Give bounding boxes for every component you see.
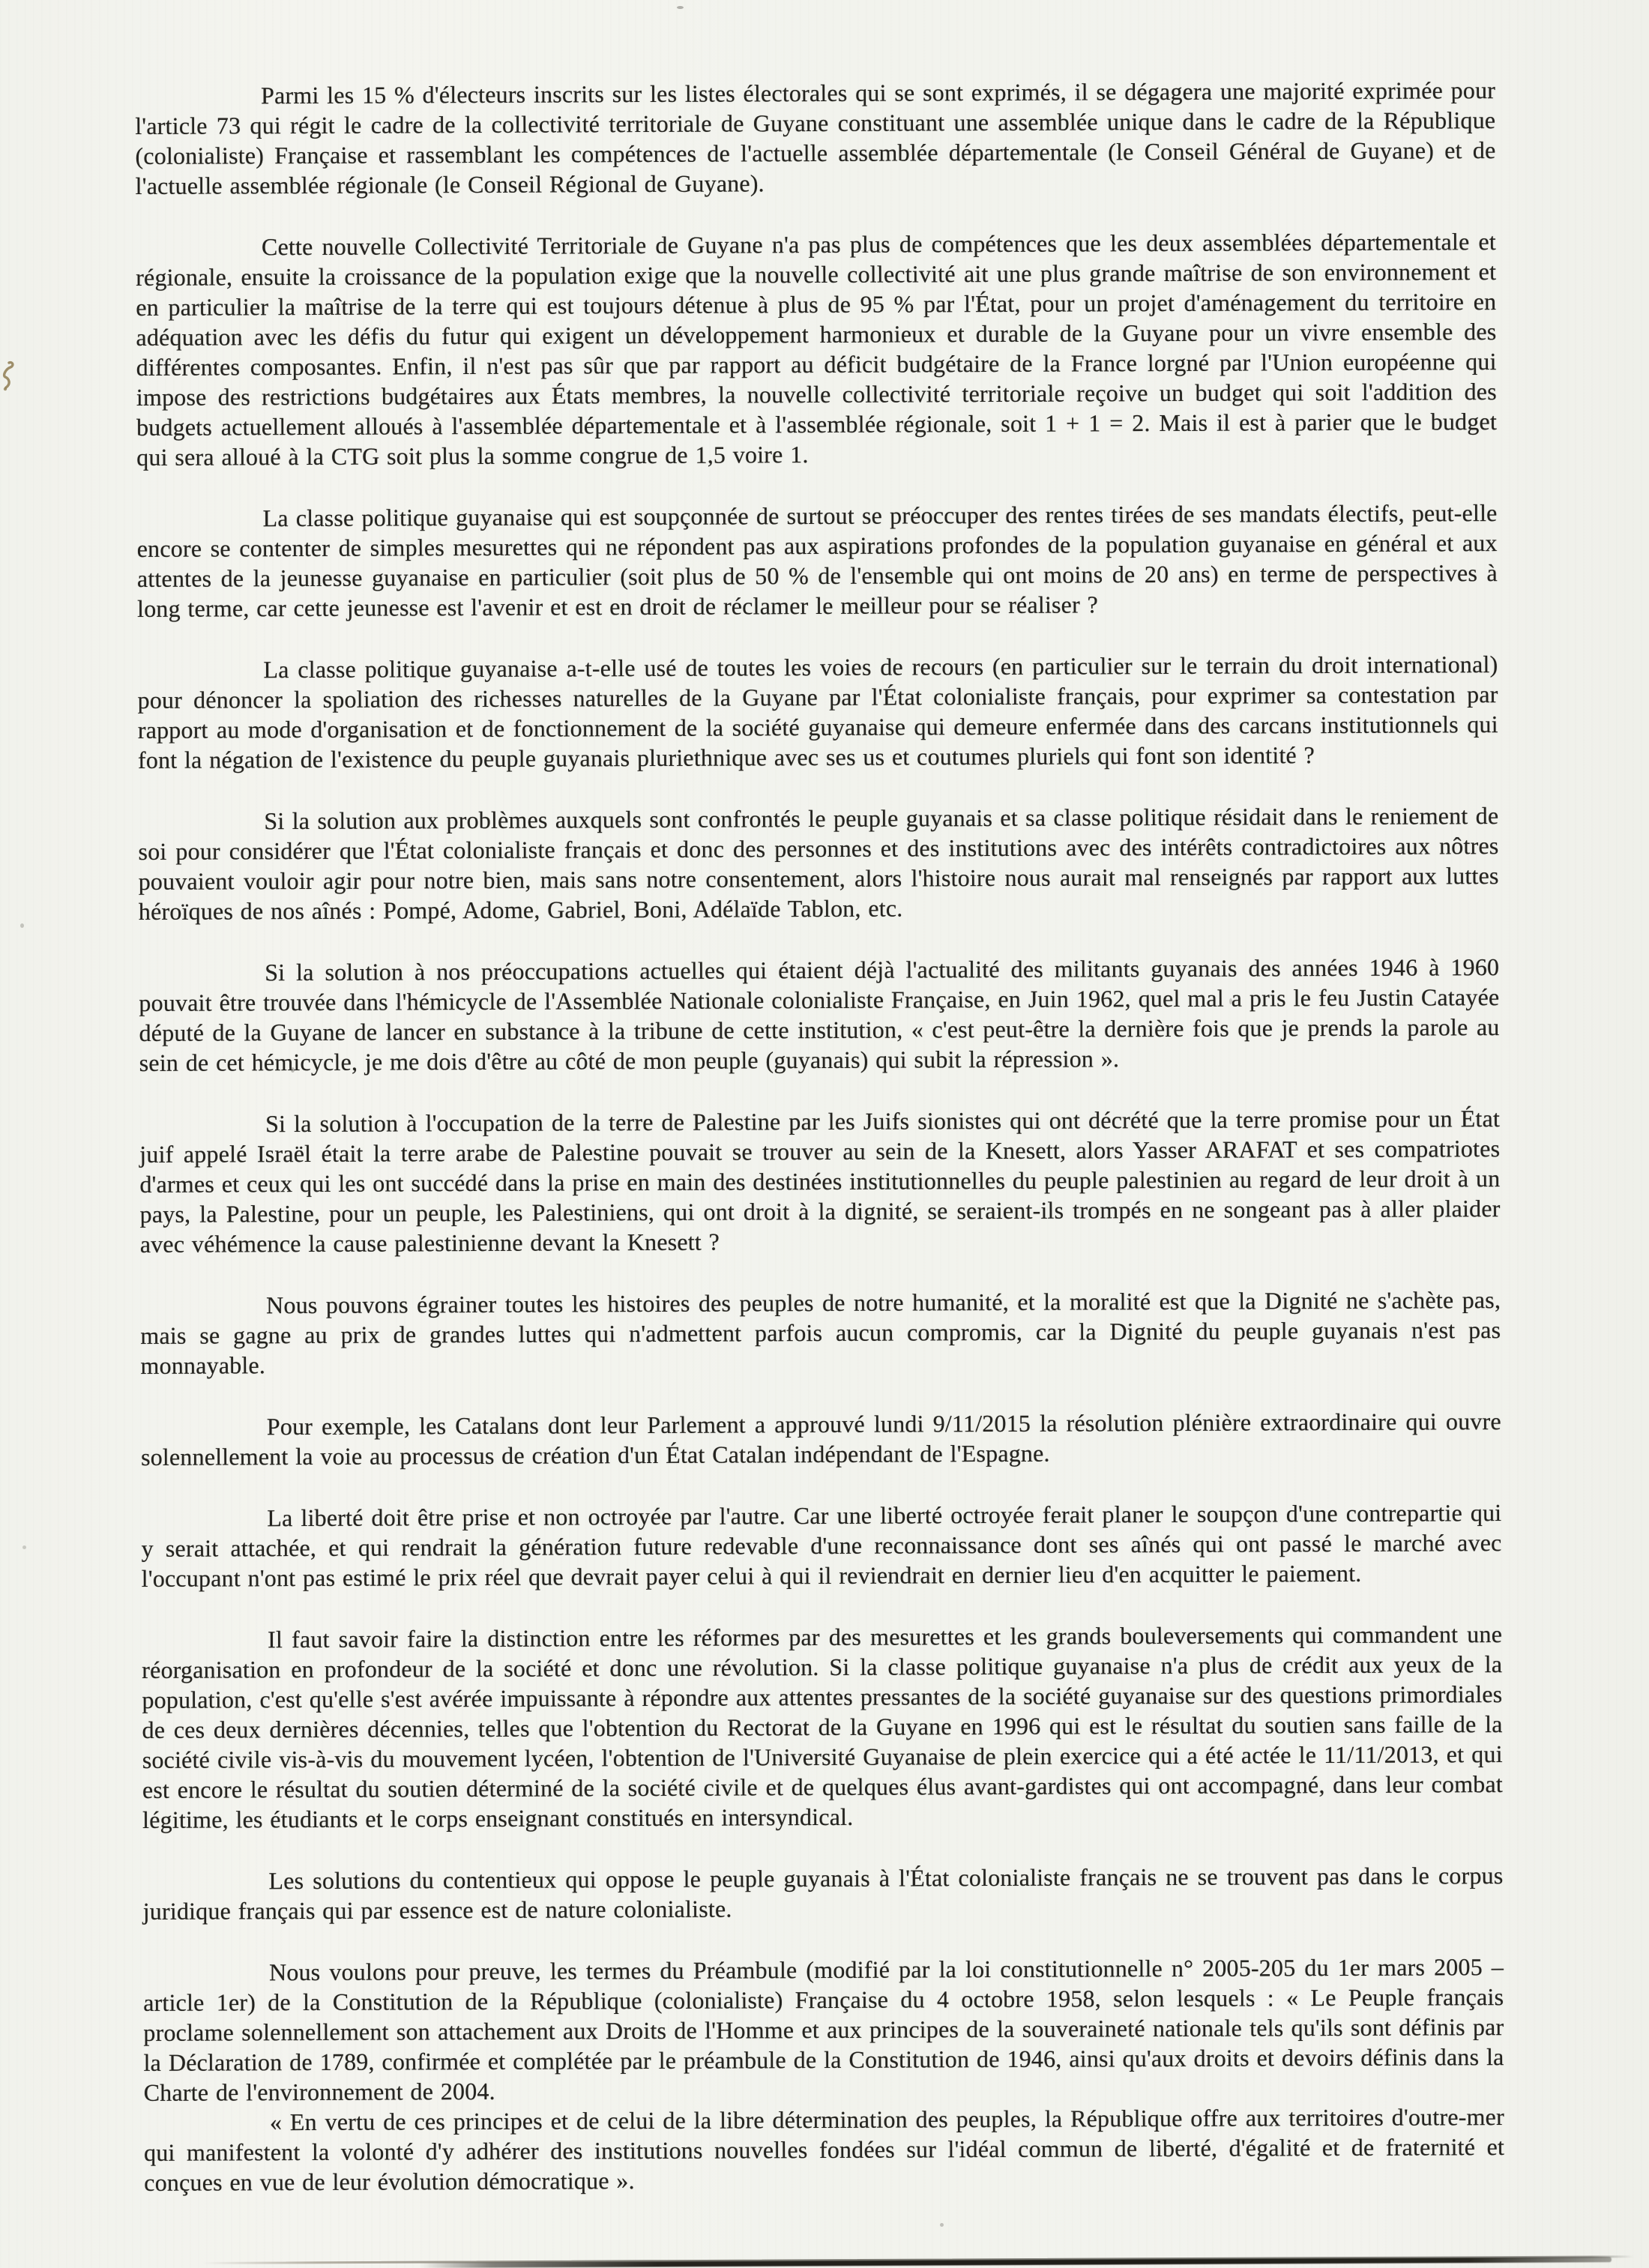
paragraph: Si la solution à l'occupation de la terre de Palestine par les Juifs sionistes qui ont décrété que la terre promise pour un État juif appelé Israël était la terre arabe de Palestine pouvait se trouver au sein de la Knesett, alors Yasser ARAFAT et ses compatriotes d'armes et ceux qui les ont succédé dans la prise en main des destinées institutionnelles du peuple palestinien au regard de leur droit à un pays, la Palestine, pour un peuple, les Palestiniens, qui ont droit à la dignité, se seraient-ils trompés en ne songeant pas à aller plaider avec véhémence la cause palestinienne devant la Knesett ?: [139, 1105, 1501, 1258]
scan-speck: [291, 1067, 295, 1073]
paragraph: Si la solution à nos préoccupations actuelles qui étaient déjà l'actualité des militants guyanais des années 1946 à 1960 pouvait être trouvée dans l'hémicycle de l'Assemblée Nationale colonialiste Française, en Juin 1962, quel mal a pris le feu Justin Catayée député de la Guyane de lancer en substance à la tribune de cette institution, « c'est peut-être la dernière fois que je prends la parole au sein de cet hémicycle, je me dois d'être au côté de mon peuple (guyanais) qui subit la répression ».: [139, 953, 1500, 1076]
paragraph: « En vertu de ces principes et de celui de la libre détermination des peuples, la République offre aux territoires d'outre-mer qui manifestent la volonté d'y adhérer des institutions nouvelles fondées sur l'idéal commun de liberté, d'égalité et de fraternité et conçues en vue de leur évolution démocratique ».: [143, 2103, 1505, 2196]
paragraph: La liberté doit être prise et non octroyée par l'autre. Car une liberté octroyée ferait planer le soupçon d'une contrepartie qui y serait attachée, et qui rendrait la génération future redevable d'une reconnaissance dont ses aînés qui ont passé le marché avec l'occupant n'ont pas estimé le prix réel que devrait payer celui à qui il reviendrait en dernier lieu d'en acquitter le paiement.: [141, 1499, 1502, 1592]
paragraph: Il faut savoir faire la distinction entre les réformes par des mesurettes et les grands bouleversements qui commandent une réorganisation en profondeur de la société et donc une révolution. Si la classe politique guyanaise n'a plus de crédit aux yeux de la population, c'est qu'elle s'est avérée impuissante à répondre aux attentes pressantes de la société guyanaise sur des questions primordiales de ces deux dernières décennies, telles que l'obtention du Rectorat de la Guyane en 1996 qui est le résultat du soutien sans faille de la société civile vis-à-vis du mouvement lycéen, l'obtention de l'Université Guyanaise de plein exercice qui a été actée le 11/11/2013, et qui est encore le résultat du soutien déterminé de la société civile et de quelques élus avant-gardistes qui ont accompagné, dans leur combat légitime, les étudiants et le corps enseignant constitués en intersyndical.: [142, 1620, 1504, 1833]
paragraph: Si la solution aux problèmes auxquels sont confrontés le peuple guyanais et sa classe politique résidait dans le reniement de soi pour considérer que l'État colonialiste français et donc des personnes et des institutions avec des intérêts contradictoires aux nôtres pouvaient vouloir agir pour notre bien, mais sans notre consentement, alors l'histoire nous aurait mal renseignés par rapport aux luttes héroïques de nos aînés : Pompé, Adome, Gabriel, Boni, Adélaïde Tablon, etc.: [138, 802, 1499, 925]
paragraph: Pour exemple, les Catalans dont leur Parlement a approuvé lundi 9/11/2015 la résolution plénière extraordinaire qui ouvre solennellement la voie au processus de création d'un État Catalan indépendant de l'Espagne.: [140, 1408, 1501, 1471]
paragraph: Cette nouvelle Collectivité Territoriale de Guyane n'a pas plus de compétences que les deux assemblées départementale et régionale, ensuite la croissance de la population exige que la nouvelle collectivité ait une plus grande maîtrise de son environnement et en particulier la maîtrise de la terre qui est toujours détenue à plus de 95 % par l'État, pour un projet d'aménagement du territoire en adéquation avec les défis du futur qui exigent un développement harmonieux et durable de la Guyane pour un vivre ensemble des différentes composantes. Enfin, il n'est pas sûr que par rapport au déficit budgétaire de la France lorgné par l'Union européenne qui impose des restrictions budgétaires aux États membres, la nouvelle collectivité territoriale reçoive un budget qui soit l'addition des budgets actuellement alloués à l'assemblée départementale et à l'assemblée régionale, soit 1 + 1 = 2. Mais il est à parier que le budget qui sera alloué à la CTG soit plus la somme congrue de 1,5 voire 1.: [136, 228, 1498, 471]
scan-speck: [677, 6, 684, 9]
scan-speck: [22, 1545, 26, 1549]
scan-speck: [1229, 998, 1232, 1004]
document-body-text: [135, 75, 1504, 2198]
scan-speck: [940, 2223, 944, 2227]
paragraph: La classe politique guyanaise qui est soupçonnée de surtout se préoccuper des rentes tirées de ses mandats électifs, peut-elle encore se contenter de simples mesurettes qui ne répondent pas aux aspirations profondes de la population guyanaise en général et aux attentes de la jeunesse guyanaise en particulier (soit plus de 50 % de l'ensemble qui ont moins de 20 ans) en terme de perspectives à long terme, car cette jeunesse est l'avenir et est en droit de réclamer le meilleur pour se réaliser ?: [136, 499, 1498, 622]
paragraph: Parmi les 15 % d'électeurs inscrits sur les listes électorales qui se sont exprimés, il se dégagera une majorité exprimée pour l'article 73 qui régit le cadre de la collectivité territoriale de Guyane constituant une assemblée unique dans le cadre de la République (colonialiste) Française et rassemblant les compétences de l'actuelle assemblée départementale (le Conseil Général de Guyane) et de l'actuelle assemblée régionale (le Conseil Régional de Guyane).: [135, 76, 1496, 199]
ink-squiggle-mark: [1, 354, 22, 393]
paragraph: Les solutions du contentieux qui oppose le peuple guyanais à l'État colonialiste français ne se trouvent pas dans le corpus juridique français qui par essence est de nature colonialiste.: [142, 1862, 1504, 1925]
scan-speck: [20, 923, 24, 928]
paragraph: Nous voulons pour preuve, les termes du Préambule (modifié par la loi constitutionnelle n° 2005-205 du 1er mars 2005 – article 1er) de la Constitution de la République (colonialiste) Française du 4 octobre 1958, selon lesquels : « Le Peuple français proclame solennellement son attachement aux Droits de l'Homme et aux principes de la souveraineté nationale tels qu'ils sont définis par la Déclaration de 1789, confirmée et complétée par le préambule de la Constitution de 1946, ainsi qu'aux droits et devoirs définis dans la Charte de l'environnement de 2004.: [143, 1953, 1504, 2106]
paragraph: La classe politique guyanaise a-t-elle usé de toutes les voies de recours (en particulier sur le terrain du droit international) pour dénoncer la spoliation des richesses naturelles de la Guyane par l'État colonialiste français, pour exprimer sa contestation par rapport au mode d'organisation et de fonctionnement de la société guyanaise qui demeure enfermée dans des carcans institutionnels qui font la négation de l'existence du peuple guyanais pluriethnique avec ses us et coutumes pluriels qui font son identité ?: [137, 651, 1498, 773]
paragraph: Nous pouvons égrainer toutes les histoires des peuples de notre humanité, et la moralité est que la Dignité ne s'achète pas, mais se gagne au prix de grandes luttes qui n'admettent parfois aucun compromis, car la Dignité du peuple guyanais n'est pas monnayable.: [140, 1286, 1501, 1379]
